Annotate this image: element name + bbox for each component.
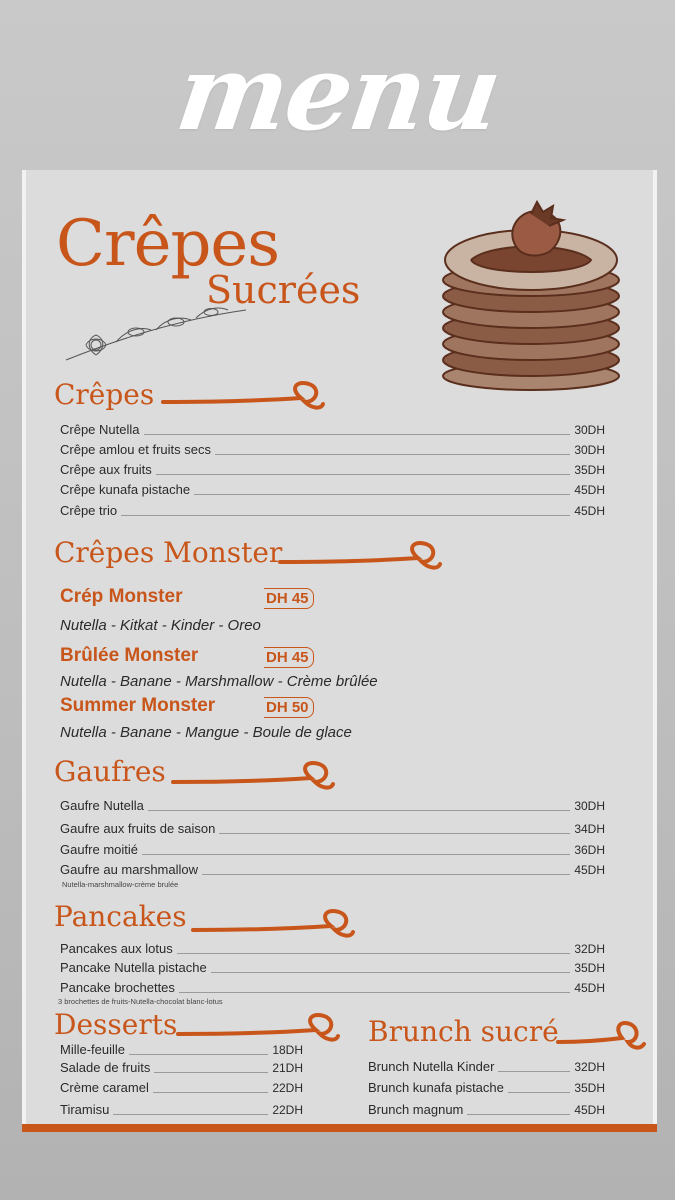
menu-item-brunch-2 [368, 1080, 605, 1096]
item-name: Crêpe aux fruits [60, 462, 152, 477]
monster-item-name-1: Crép Monster [60, 586, 183, 607]
item-price: 30DH [574, 799, 605, 813]
item-name: Brunch Nutella Kinder [368, 1059, 495, 1074]
menu-title: menu [169, 31, 507, 154]
hero-title [56, 207, 361, 312]
hero-title-line1: Crêpes [56, 207, 280, 281]
menu-item-brunch-1 [368, 1059, 605, 1075]
item-note: Nutella-marshmallow-crème brulée [62, 880, 179, 889]
monster-item-name-2: Brûlée Monster [60, 645, 199, 666]
item-note: 3 brochettes de fruits-Nutella-chocolat blanc-lotus [58, 997, 223, 1006]
monster-item-desc-2: Nutella - Banane - Marshmallow - Crème brûlée [60, 673, 378, 690]
item-price: 35DH [574, 961, 605, 975]
swash-decoration [191, 904, 356, 944]
item-name: Brunch magnum [368, 1102, 464, 1117]
menu-item-pancakes-3 [60, 980, 605, 996]
menu-item-crepes-2 [60, 442, 605, 458]
item-name: Gaufre moitié [60, 842, 139, 857]
menu-item-crepes-5 [60, 503, 605, 519]
pancake-stack-illustration [431, 198, 631, 398]
section-title-brunch: Brunch sucré [368, 1015, 559, 1048]
menu-item-gaufres-2 [60, 821, 605, 837]
item-name: Crêpe Nutella [60, 422, 140, 437]
item-name: Gaufre aux fruits de saison [60, 821, 216, 836]
item-price: 36DH [574, 843, 605, 857]
menu-item-desserts-2 [60, 1060, 303, 1076]
item-name: Crème caramel [60, 1080, 149, 1095]
monster-item-desc-1: Nutella - Kitkat - Kinder - Oreo [60, 617, 261, 634]
menu-item-crepes-4 [60, 482, 605, 498]
item-price: 45DH [574, 1103, 605, 1117]
item-name: Gaufre au marshmallow [60, 862, 198, 877]
item-price: 35DH [574, 1081, 605, 1095]
menu-item-gaufres-3 [60, 842, 605, 858]
section-title-desserts: Desserts [54, 1008, 178, 1041]
menu-item-desserts-3 [60, 1080, 303, 1096]
item-name: Crêpe kunafa pistache [60, 482, 191, 497]
menu-card [22, 170, 657, 1132]
item-price: 32DH [574, 1060, 605, 1074]
swash-decoration [556, 1016, 646, 1056]
item-price: 18DH [272, 1043, 303, 1057]
item-price: 45DH [574, 981, 605, 995]
item-name: Tiramisu [60, 1102, 110, 1117]
section-title-pancakes: Pancakes [54, 900, 187, 933]
monster-item-price-1: DH 45 [264, 588, 314, 609]
monster-item-name-3: Summer Monster [60, 695, 216, 716]
section-title-crepes: Crêpes [54, 378, 155, 411]
item-name: Pancake Nutella pistache [60, 960, 207, 975]
item-name: Crêpe amlou et fruits secs [60, 442, 212, 457]
item-price: 45DH [574, 504, 605, 518]
item-name: Salade de fruits [60, 1060, 151, 1075]
item-price: 21DH [272, 1061, 303, 1075]
swash-decoration [278, 536, 443, 576]
menu-item-gaufres-4 [60, 862, 605, 878]
monster-item-price-3: DH 50 [264, 697, 314, 718]
menu-item-pancakes-1 [60, 941, 605, 957]
menu-item-gaufres-1 [60, 798, 605, 814]
item-price: 32DH [574, 942, 605, 956]
section-title-gaufres: Gaufres [54, 755, 166, 788]
menu-item-pancakes-2 [60, 960, 605, 976]
item-price: 30DH [574, 443, 605, 457]
hero-title-line2: Sucrées [206, 268, 361, 312]
monster-item-price-2: DH 45 [264, 647, 314, 668]
monster-item-desc-3: Nutella - Banane - Mangue - Boule de glace [60, 724, 352, 741]
item-price: 45DH [574, 483, 605, 497]
menu-item-desserts-4 [60, 1102, 303, 1118]
item-name: Crêpe trio [60, 503, 118, 518]
item-name: Mille-feuille [60, 1042, 126, 1057]
item-name: Brunch kunafa pistache [368, 1080, 504, 1095]
menu-item-desserts-1 [60, 1042, 303, 1058]
item-price: 30DH [574, 423, 605, 437]
menu-item-brunch-3 [368, 1102, 605, 1118]
item-price: 45DH [574, 863, 605, 877]
item-price: 35DH [574, 463, 605, 477]
section-title-monster: Crêpes Monster [54, 536, 283, 569]
item-price: 22DH [272, 1081, 303, 1095]
item-name: Gaufre Nutella [60, 798, 144, 813]
swash-decoration [171, 756, 336, 796]
menu-item-crepes-3 [60, 462, 605, 478]
item-price: 34DH [574, 822, 605, 836]
item-price: 22DH [272, 1103, 303, 1117]
menu-item-crepes-1 [60, 422, 605, 438]
item-name: Pancake brochettes [60, 980, 175, 995]
item-name: Pancakes aux lotus [60, 941, 173, 956]
swash-decoration [161, 376, 326, 416]
